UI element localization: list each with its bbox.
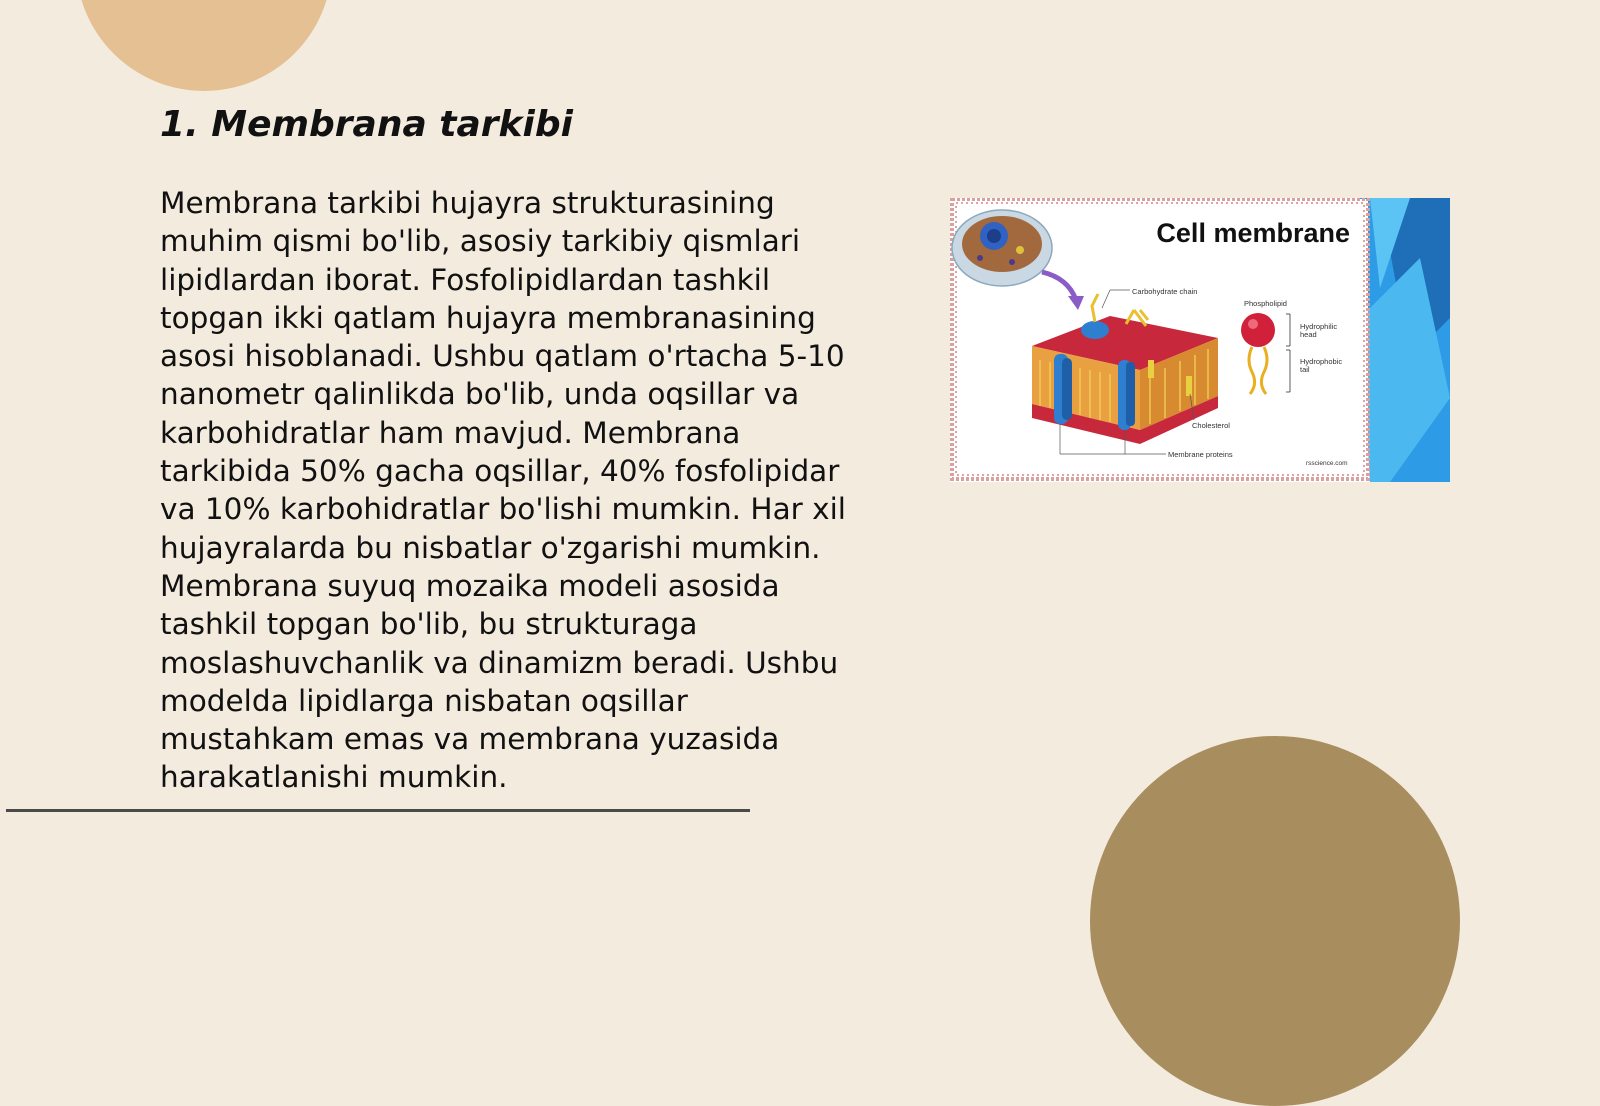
decorative-circle-bottom xyxy=(1090,736,1460,1106)
divider-line xyxy=(6,809,750,812)
label-hydrophilic-head: Hydrophilic head xyxy=(1300,322,1338,339)
label-membrane-proteins: Membrane proteins xyxy=(1168,450,1233,459)
cell-membrane-figure xyxy=(950,198,1450,482)
label-carbohydrate-chain: Carbohydrate chain xyxy=(1132,287,1198,296)
decorative-circle-top xyxy=(76,0,332,91)
slide-title: 1. Membrana tarkibi xyxy=(160,104,573,145)
body-paragraph: Membrana tarkibi hujayra strukturasining muhim qismi bo'lib, asosiy tarkibiy qismlari lipidlardan iborat. Fosfolipidlardan tashkil topgan ikki qatlam hujayra membranasining asosi hisoblanadi. Ushbu qatlam o'rtacha 5-10 nanometr qalinlikda bo'lib, unda oqsillar va karbohidratlar ham mavjud. Membrana tarkibida 50% gacha oqsillar, 40% fosfolipidar va 10% karbohidratlar bo'lishi mumkin. Har xil hujayralarda bu nisbatlar o'zgarishi mumkin. Membrana suyuq mozaika modeli asosida tashkil topgan bo'lib, bu strukturaga moslashuvchanlik va dinamizm beradi. Ushbu modelda lipidlarga nisbatan oqsillar mustahkam emas va membrana yuzasida harakatlanishi mumkin. xyxy=(160,186,847,795)
figure-title: Cell membrane xyxy=(1156,218,1350,248)
label-phospholipid: Phospholipid xyxy=(1244,299,1287,308)
figure-credit: rsscience.com xyxy=(1306,460,1348,467)
label-cholesterol: Cholesterol xyxy=(1192,421,1230,430)
label-hydrophobic-tail: Hydrophobic tail xyxy=(1300,357,1343,374)
